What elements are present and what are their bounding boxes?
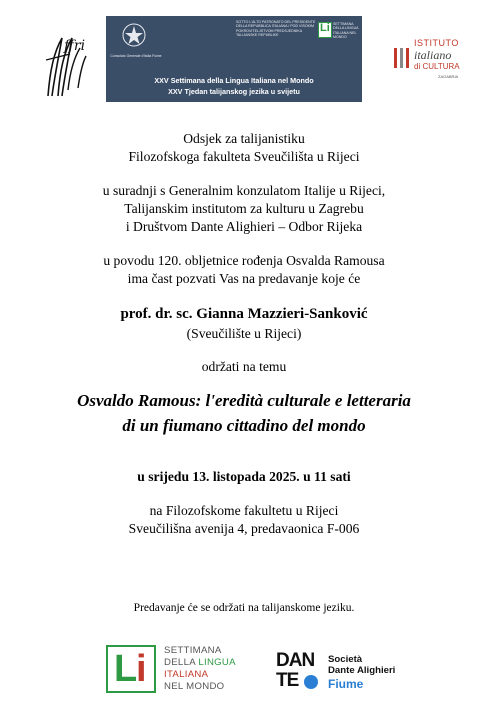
consulate-label: Consolato Generale d'Italia Fiume	[110, 54, 162, 58]
cooperation-line-1: u suradnji s Generalnim konzulatom Italije u Rijeci,	[102, 183, 386, 198]
organizer-line-1: Odsjek za talijanistiku	[183, 131, 305, 146]
istituto-italiano-cultura-logo	[392, 38, 476, 90]
dante-city: Fiume	[328, 677, 364, 691]
svg-text:ffri: ffri	[64, 38, 86, 54]
topic-intro: održati na temu	[201, 359, 287, 374]
speaker-name: prof. dr. sc. Gianna Mazzieri-Sanković	[120, 306, 368, 322]
ffri-logo	[40, 30, 92, 100]
banner-title-italian: XXV Settimana della Lingua Italiana nel Mondo	[154, 76, 314, 85]
language-note: Predavanje će se održati na talijanskome jeziku.	[133, 602, 355, 614]
settimana-small-text: SETTIMANA DELLA LINGUA ITALIANA NEL MONDO	[333, 22, 359, 40]
lecture-title-line-1: Osvaldo Ramous: l'eredità culturale e letteraria	[77, 391, 411, 410]
organizer-line-2: Filozofskoga fakulteta Sveučilišta u Rijeci	[128, 149, 360, 164]
location-line-1: na Filozofskome fakultetu u Rijeci	[149, 503, 339, 518]
iic-mark-icon	[392, 44, 412, 72]
ffri-logo-icon	[40, 30, 92, 100]
banner-title-croatian: XXV Tjedan talijanskog jezika u svijetu	[168, 87, 300, 96]
dante-dot-icon	[304, 675, 318, 689]
speaker-affiliation: (Sveučilište u Rijeci)	[186, 326, 302, 341]
cooperation-line-2: Talijanskim institutom za kulturu u Zagrebu	[124, 201, 364, 216]
dante-society-name: Società Dante Alighieri	[328, 654, 396, 676]
iic-cultura: di CULTURA	[414, 62, 460, 71]
occasion-line-2: ima čast pozvati Vas na predavanje koje će	[127, 271, 361, 286]
location-line-2: Sveučilišna avenija 4, predavaonica F-006	[128, 521, 360, 536]
iic-city: ZAGABRIA	[438, 74, 459, 79]
iic-italiano: italiano	[414, 48, 452, 62]
lecture-datetime: u srijedu 13. listopada 2025. u 11 sati	[137, 469, 351, 484]
dante-te-text: TE	[276, 670, 299, 691]
italian-republic-emblem-icon	[118, 20, 150, 50]
dante-da-text: DAN	[276, 650, 315, 671]
patronage-text: SOTTO L'ALTO PATRONATO DEL PRESIDENTE DELLA REPUBBLICA ITALIANA / POD VISOKIM POKROVITELJSTVOM PREDSJEDNIKA TALIJANSKE REPUBLIKE	[236, 20, 316, 38]
cooperation-line-3: i Društvom Dante Alighieri – Odbor Rijeka	[125, 219, 363, 234]
lecture-title-line-2: di un fiumano cittadino del mondo	[122, 416, 366, 435]
li-small-logo: Li	[318, 22, 332, 38]
settimana-banner	[106, 16, 362, 102]
settimana-logo-text: SETTIMANA DELLA LINGUA ITALIANA NEL MONDO	[164, 645, 236, 692]
dante-alighieri-fiume-logo	[276, 648, 406, 696]
iic-istituto: ISTITUTO	[414, 38, 459, 48]
settimana-li-logo: L i	[106, 645, 156, 693]
occasion-line-1: u povodu 120. obljetnice rođenja Osvalda Ramousa	[103, 253, 385, 268]
